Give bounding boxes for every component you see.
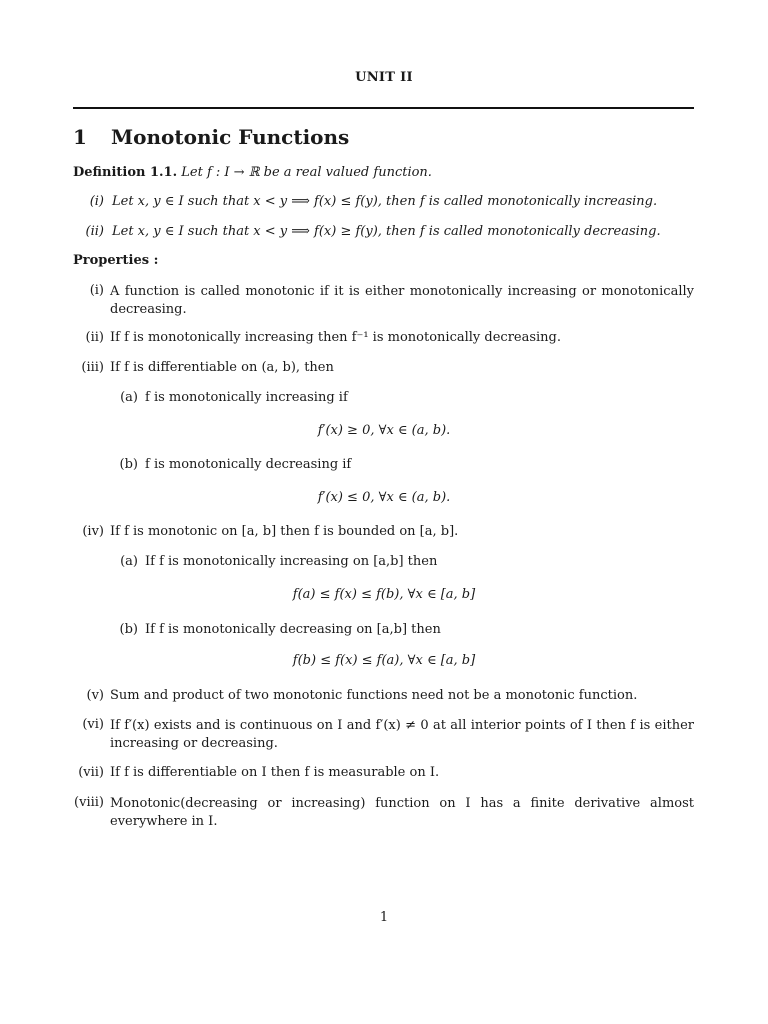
section-title: Monotonic Functions xyxy=(111,125,350,149)
sub-item-label: (a) xyxy=(120,390,138,405)
sub-item-label: (a) xyxy=(120,554,138,569)
sub-item-text: f is monotonically decreasing if xyxy=(145,457,352,472)
property-item-label: (ii) xyxy=(85,330,104,345)
definition-item-text: Let x, y ∈ I such that x < y ⟹ f(x) ≤ f(y), then f is called monotonically increasing. xyxy=(112,194,658,209)
property-item-label: (v) xyxy=(86,688,104,703)
property-item-label: (vii) xyxy=(78,765,104,780)
definition-intro-line xyxy=(73,165,432,180)
property-item-text: Sum and product of two monotonic functions need not be a monotonic function. xyxy=(110,688,638,703)
property-item-text: If f is monotonic on [a, b] then f is bounded on [a, b]. xyxy=(110,524,459,539)
sub-item-text: If f is monotonically decreasing on [a,b] then xyxy=(145,622,441,637)
display-equation: f(b) ≤ f(x) ≤ f(a), ∀x ∈ [a, b] xyxy=(292,653,476,668)
property-item-text: If f is differentiable on (a, b), then xyxy=(110,360,334,375)
title-rule xyxy=(73,107,694,109)
definition-item-label: (i) xyxy=(89,194,104,209)
property-item-label: (iii) xyxy=(81,360,104,375)
sub-item-text: If f is monotonically increasing on [a,b] then xyxy=(145,554,438,569)
property-item-label: (i) xyxy=(89,283,104,298)
page-number: 1 xyxy=(379,910,389,925)
properties-heading: Properties : xyxy=(73,253,159,268)
definition-label: Definition 1.1. xyxy=(73,165,178,180)
sub-item-text: f is monotonically increasing if xyxy=(145,390,348,405)
section-heading xyxy=(73,125,349,149)
property-item-label: (iv) xyxy=(82,524,104,539)
property-item-text: If f is differentiable on I then f is measurable on I. xyxy=(110,765,440,780)
display-equation: f′(x) ≤ 0, ∀x ∈ (a, b). xyxy=(317,490,451,505)
section-number: 1 xyxy=(73,125,87,149)
property-item-label: (vi) xyxy=(82,717,104,732)
display-equation: f(a) ≤ f(x) ≤ f(b), ∀x ∈ [a, b] xyxy=(292,587,476,602)
definition-item-label: (ii) xyxy=(85,224,104,239)
sub-item-label: (b) xyxy=(119,622,138,637)
property-item-text: Monotonic(decreasing or increasing) function on I has a finite derivative almost everywhere in I. xyxy=(110,796,694,829)
property-item-text: If f is monotonically increasing then f⁻¹ is monotonically decreasing. xyxy=(110,330,562,345)
display-equation: f′(x) ≥ 0, ∀x ∈ (a, b). xyxy=(317,423,451,438)
definition-item-text: Let x, y ∈ I such that x < y ⟹ f(x) ≥ f(y), then f is called monotonically decreasing. xyxy=(112,224,661,239)
unit-title: UNIT II xyxy=(355,70,413,85)
property-item-text: A function is called monotonic if it is either monotonically increasing or monotonically decreasing. xyxy=(110,284,694,317)
definition-intro: Let f : I → ℝ be a real valued function. xyxy=(181,165,432,180)
property-item-text: If f′(x) exists and is continuous on I and f′(x) ≠ 0 at all interior points of I then f is either increasing or decreasing. xyxy=(110,718,694,751)
property-item-label: (viii) xyxy=(74,795,104,810)
sub-item-label: (b) xyxy=(119,457,138,472)
